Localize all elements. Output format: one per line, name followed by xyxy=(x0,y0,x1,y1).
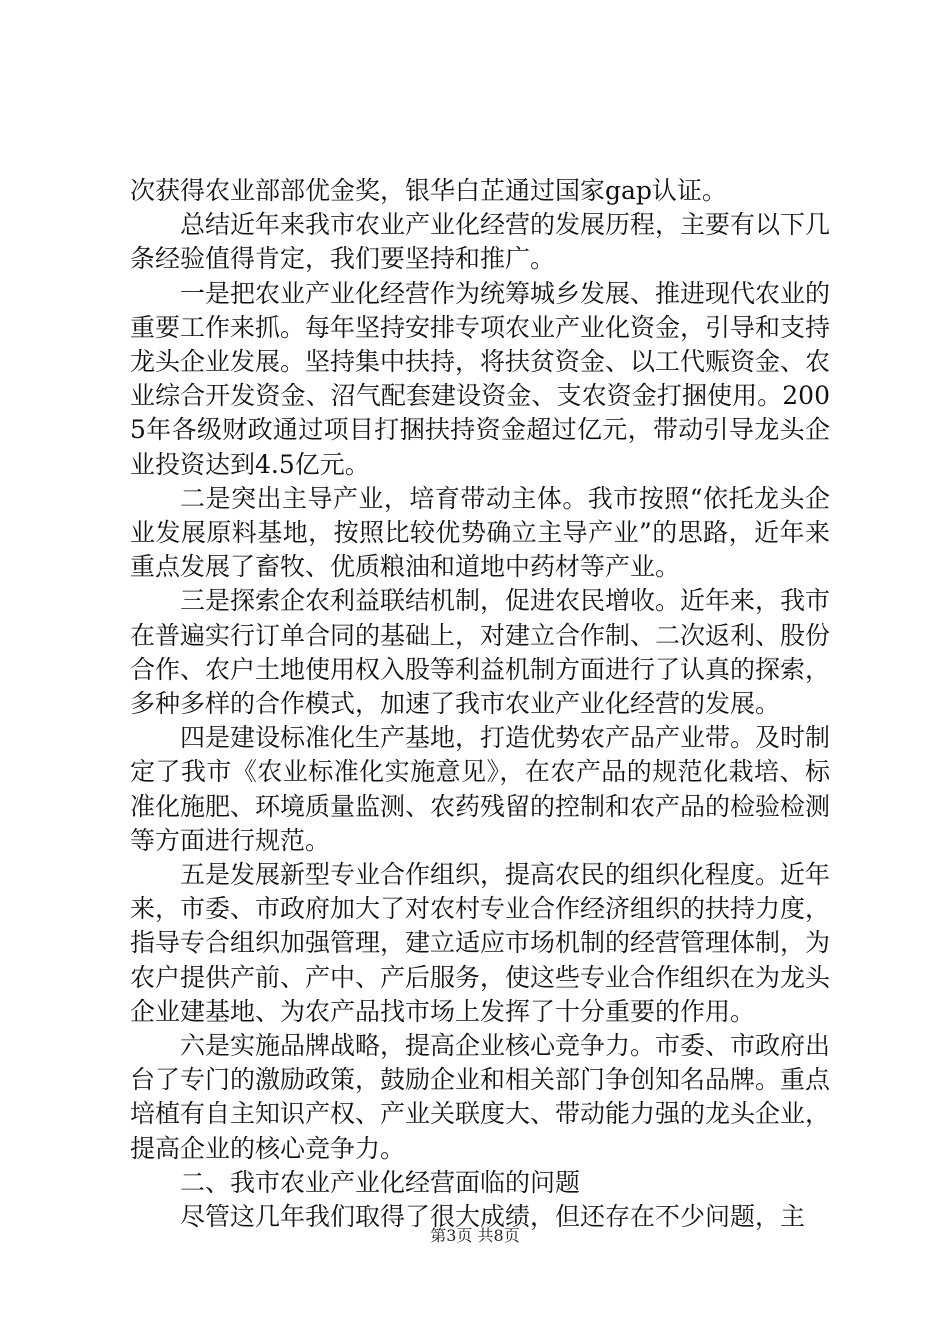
paragraph-point-five: 五是发展新型专业合作组织，提高农民的组织化程度。近年来，市委、市政府加大了对农村专业合作经济组织的扶持力度，指导专合组织加强管理，建立适应市场机制的经营管理体制，为农户提供产前、产中、产后服务，使这些专业合作组织在为龙头企业建基地、为农产品找市场上发挥了十分重要的作用。 xyxy=(130,860,831,1026)
document-body xyxy=(130,174,830,1234)
paragraph-point-one: 一是把农业产业化经营作为统筹城乡发展、推进现代农业的重要工作来抓。每年坚持安排专项农业产业化资金，引导和支持龙头企业发展。坚持集中扶持，将扶贫资金、以工代赈资金、农业综合开发资金、沼气配套建设资金、支农资金打捆使用。2005年各级财政通过项目打捆扶持资金超过亿元，带动引导龙头企业投资达到4.5亿元。 xyxy=(130,278,831,479)
paragraph-point-three: 三是探索企农利益联结机制，促进农民增收。近年来，我市在普遍实行订单合同的基础上，对建立合作制、二次返利、股份合作、农户土地使用权入股等利益机制方面进行了认真的探索，多种多样的合作模式，加速了我市农业产业化经营的发展。 xyxy=(130,586,831,719)
page-footer: 第3页 共8页 xyxy=(430,1226,520,1245)
paragraph-point-two: 二是突出主导产业，培育带动主体。我市按照“依托龙头企业发展原料基地，按照比较优势确立主导产业”的思路，近年来重点发展了畜牧、优质粮油和道地中药材等产业。 xyxy=(130,483,830,582)
paragraph-summary: 总结近年来我市农业产业化经营的发展历程，主要有以下几条经验值得肯定，我们要坚持和推广。 xyxy=(130,210,831,274)
section-heading: 二、我市农业产业化经营面临的问题 xyxy=(180,1167,581,1197)
paragraph-problems-intro: 尽管这几年我们取得了很大成绩，但还存在不少问题，主 xyxy=(180,1202,806,1232)
paragraph-point-four: 四是建设标准化生产基地，打造优势农产品产业带。及时制定了我市《农业标准化实施意见》，在农产品的规范化栽培、标准化施肥、环境质量监测、农药残留的控制和农产品的检验检测等方面进行规范。 xyxy=(130,723,831,855)
paragraph-continued: 次获得农业部部优金奖，银华白芷通过国家gap认证。 xyxy=(130,176,727,205)
paragraph-point-six: 六是实施品牌战略，提高企业核心竞争力。市委、市政府出台了专门的激励政策，鼓励企业和相关部门争创知名品牌。重点培植有自主知识产权、产业关联度大、带动能力强的龙头企业，提高企业的核心竞争力。 xyxy=(130,1031,831,1163)
